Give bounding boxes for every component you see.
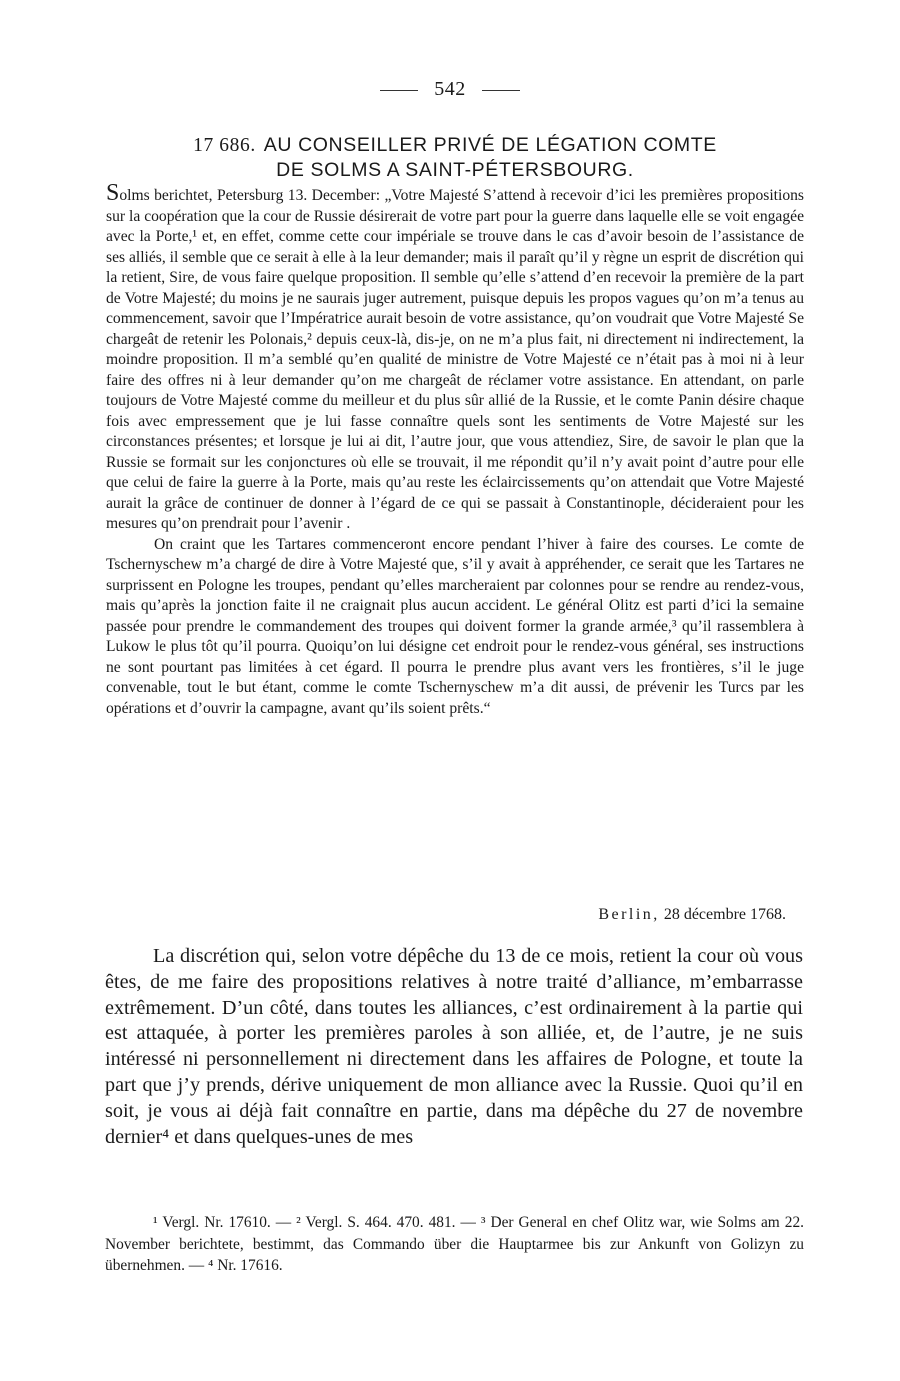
dateline-city: Berlin,: [598, 906, 660, 923]
summary-paragraph-1: [106, 180, 805, 535]
heading-title-line2: DE SOLMS A SAINT-PÉTERSBOURG.: [276, 159, 634, 181]
left-rule: [380, 90, 418, 91]
dateline-date: 28 décembre 1768.: [663, 906, 786, 923]
letter-body: [105, 944, 803, 1150]
report-summary: [106, 180, 805, 719]
drop-initial: S: [106, 180, 120, 206]
dateline: [598, 906, 786, 924]
body-paragraph: La discrétion qui, selon votre dépêche du 13 de ce mois, retient la cour où vous êtes, de me faire des propositions relatives à notre traité d’alliance, m’embarrasse extrêmement. D’un côté, dans toutes les alliances, c’est ordinairement à la partie qui est attaquée, à porter les premières paroles à son alliée, et, de l’autre, je ne suis intéressé ni personnellement ni directement dans les affaires de Pologne, et toute la part que j’y prends, dérive uniquement de mon alliance avec la Russie. Quoi qu’il en soit, je vous ai déjà fait connaître en partie, dans ma dépêche du 27 de novembre dernier⁴ et dans quelques-unes de mes: [105, 945, 803, 1148]
right-rule: [482, 90, 520, 91]
letter-number: 17 686.: [193, 135, 256, 156]
letter-heading: [110, 133, 800, 182]
page-number: 542: [434, 78, 466, 100]
summary-paragraph-2: On craint que les Tartares commenceront encore pendant l’hiver à faire des courses. Le comte de Tschernyschew m’a chargé de dire à Votre Majesté que, s’il y avait à appréhender, ce serait que les Tartares ne surprissent en Pologne les troupes, pendant qu’elles marcheraient par colonnes pour se rendre au rendez-vous, mais qu’après la jonction faite il ne craignait plus aucun accident. Le général Olitz est parti d’ici la semaine passée pour prendre le commandement des troupes qui doivent former la grande armée,³ qu’il rassemblera à Lukow le plus tôt qu’il pourra. Quoiqu’on lui désigne cet endroit pour le rendez-vous général, ses instructions ne sont pourtant pas limitées à cet égard. Il pourra le prendre plus avant vers les frontières, s’il le juge convenable, tout le but étant, comme le comte Tschernyschew m’a dit aussi, de prévenir les Turcs par les opérations et d’ouvrir la campagne, avant qu’ils soient prêts.“: [106, 535, 804, 717]
summary-paragraph-1-text: olms berichtet, Petersburg 13. December: „Votre Majesté S’attend à recevoir d’ici les premières propositions sur la coopération que la cour de Russie désirerait de votre part pour la guerre dans laquelle elle se voit engagée avec la Porte,¹ et, en effet, comme cette cour impériale se trouve dans le cas d’avoir besoin de l’assistance de ses alliés, il semble que ce serait à elle à la leur demander; mais il paraît qu’il y règne un esprit de discrétion qui la retient, Sire, de vous faire quelque proposition. Il semble qu’elle s’attend d’en recevoir la première de la part de Votre Majesté; du moins je ne saurais juger autrement, puisque depuis les propos vagues qu’on m’a tenus au commencement, savoir que l’Impératrice aurait besoin de votre assistance, qu’on voudrait que Votre Majesté Se chargeât de retenir les Polonais,² depuis ceux-là, dis-je, on ne m’a plus fait, ni directement ni indirectement, la moindre proposition. Il m’a semblé qu’en qualité de ministre de Votre Majesté ce n’était pas à moi ni à leur faire des offres ni à leur demander qu’on me chargeât de réclamer votre assistance. En attendant, on parle toujours de Votre Majesté comme du meilleur et du plus sûr allié de la Russie, et le comte Panin désire chaque fois avec empressement que je lui fasse connaître quels sont les sentiments de Votre Majesté sur les circonstances présentes; et lorsque je lui ai dit, l’autre jour, que vous attendiez, Sire, de savoir le plan que la Russie se formait sur les conjonctures où elle se trouvait, il me répondit qu’il n’y avait point d’autre pour elle que celui de faire la guerre à la Porte, mais qu’au reste les éclaircissements qu’on attendait que Votre Majesté aurait la grâce de continuer de donner à l’égard de ce qui se passait à Constantinople, décideraient pour les mesures qu’on prendrait pour l’avenir .: [106, 187, 805, 532]
heading-title-line1: AU CONSEILLER PRIVÉ DE LÉGATION COMTE: [263, 134, 717, 156]
footnote-text: ¹ Vergl. Nr. 17610. — ² Vergl. S. 464. 470. 481. — ³ Der General en chef Olitz war, wie Solms am 22. November berichtete, bestimmt, das Commando über die Hauptarmee bis zur Ankunft von Golizyn zu übernehmen. — ⁴ Nr. 17616.: [105, 1214, 804, 1274]
page-number-header: [0, 78, 900, 101]
footnotes: [105, 1212, 804, 1277]
